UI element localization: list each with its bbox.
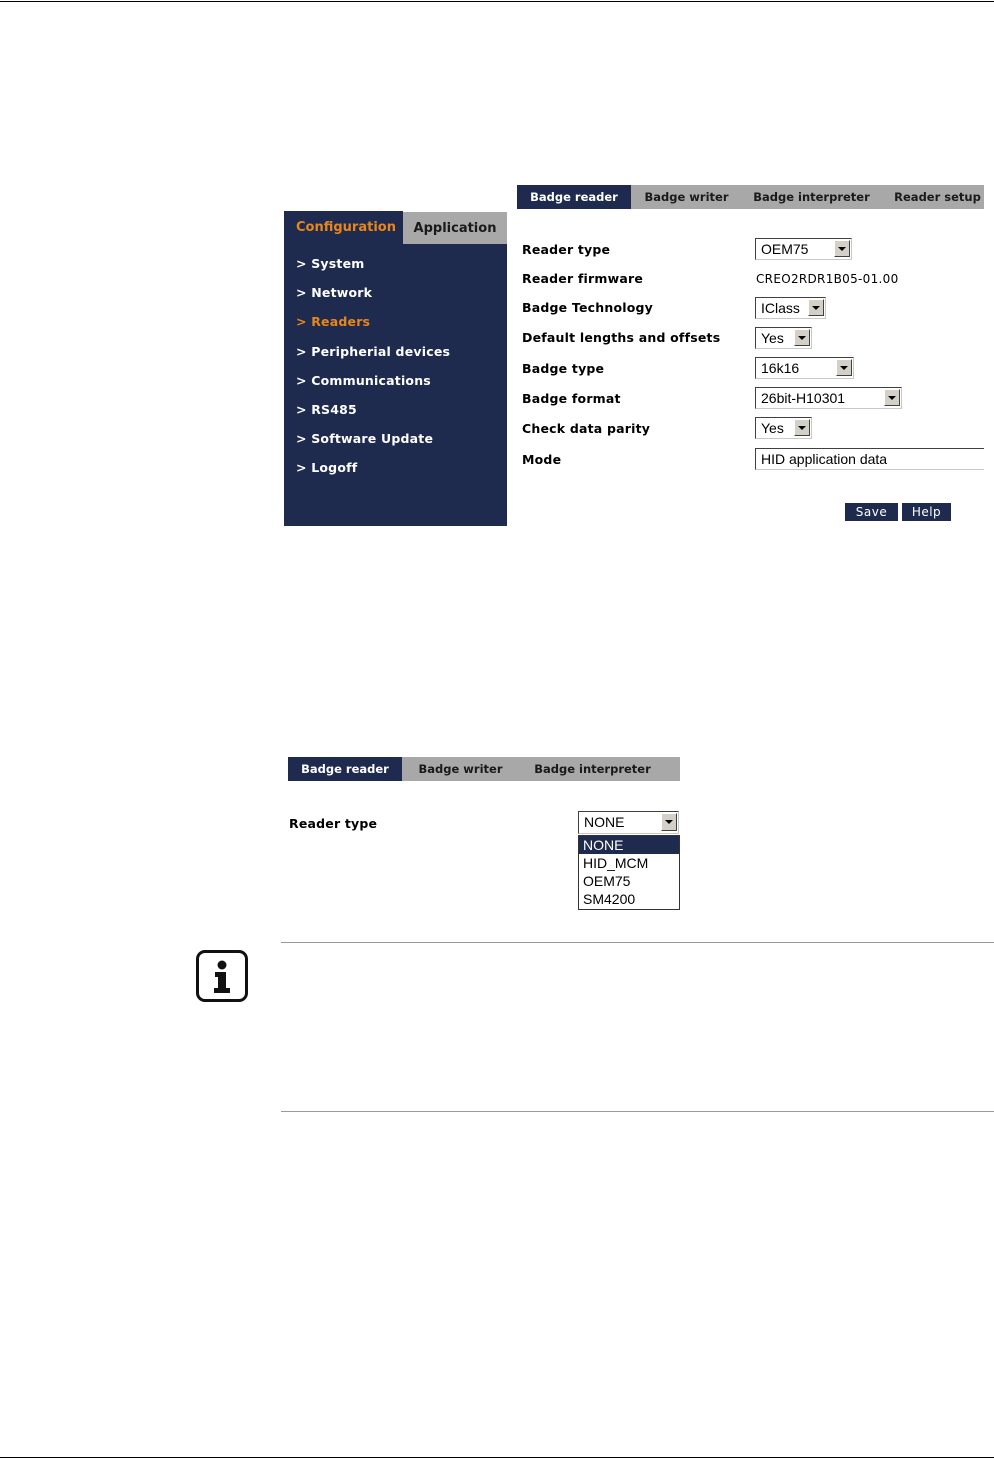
nav-menu xyxy=(296,256,450,490)
nav-item-software-update[interactable]: > Software Update xyxy=(296,431,434,447)
tab-badge-interpreter[interactable]: Badge interpreter xyxy=(753,190,870,204)
reader-type-label: Reader type xyxy=(289,816,378,831)
nav-item-network[interactable]: > Network xyxy=(296,285,373,301)
default-lengths-label: Default lengths and offsets xyxy=(522,330,721,345)
reader-type-dropdown-list xyxy=(578,835,680,910)
help-button[interactable]: Help xyxy=(902,503,951,521)
badge-format-label: Badge format xyxy=(522,391,621,406)
reader-tab-bar xyxy=(517,185,984,209)
option-sm4200[interactable]: SM4200 xyxy=(583,891,636,907)
badge-technology-select[interactable] xyxy=(755,297,826,319)
chevron-down-icon xyxy=(808,299,824,316)
tab-application[interactable]: Application xyxy=(403,211,507,244)
check-parity-value: Yes xyxy=(761,420,784,436)
reader-type-value: NONE xyxy=(584,814,625,830)
tab-badge-writer[interactable]: Badge writer xyxy=(418,762,503,776)
reader-type-select[interactable] xyxy=(755,238,852,260)
info-box-bottom-rule xyxy=(281,1111,994,1112)
nav-item-system[interactable]: > System xyxy=(296,256,365,271)
nav-item-communications[interactable]: > Communications xyxy=(296,372,431,388)
option-none[interactable]: NONE xyxy=(579,836,679,854)
info-box-top-rule xyxy=(281,942,994,943)
nav-item-peripherial-devices[interactable]: > Peripherial devices xyxy=(296,343,451,359)
badge-type-value: 16k16 xyxy=(761,360,800,376)
tab-badge-interpreter[interactable]: Badge interpreter xyxy=(534,762,651,776)
check-parity-label: Check data parity xyxy=(522,421,651,436)
badge-type-label: Badge type xyxy=(522,361,605,376)
nav-item-readers[interactable]: > Readers xyxy=(296,314,371,330)
badge-format-value: 26bit-H10301 xyxy=(761,390,846,406)
chevron-down-icon xyxy=(661,813,677,831)
chevron-down-icon xyxy=(794,329,810,346)
badge-technology-label: Badge Technology xyxy=(522,300,653,315)
reader-firmware-label: Reader firmware xyxy=(522,271,644,286)
reader-type-select[interactable] xyxy=(578,811,679,834)
chevron-down-icon xyxy=(836,359,852,376)
default-lengths-select[interactable] xyxy=(755,327,812,349)
chevron-down-icon xyxy=(794,419,810,436)
bottom-rule xyxy=(0,1457,994,1458)
top-rule xyxy=(0,1,994,2)
save-button[interactable]: Save xyxy=(845,503,898,521)
tab-configuration[interactable]: Configuration xyxy=(296,220,396,235)
check-parity-select[interactable] xyxy=(755,417,812,439)
badge-technology-value: IClass xyxy=(761,300,800,316)
badge-format-select[interactable] xyxy=(755,387,902,409)
reader-firmware-value: CREO2RDR1B05-01.00 xyxy=(756,272,899,286)
mode-label: Mode xyxy=(522,452,562,467)
reader-type-label: Reader type xyxy=(522,242,611,257)
option-hid-mcm[interactable]: HID_MCM xyxy=(583,855,649,871)
option-oem75[interactable]: OEM75 xyxy=(583,873,631,889)
chevron-down-icon xyxy=(834,240,850,257)
navigation-panel xyxy=(284,211,507,526)
badge-type-select[interactable] xyxy=(755,357,854,379)
tab-badge-writer[interactable]: Badge writer xyxy=(644,190,729,204)
info-icon-glyph xyxy=(199,953,245,999)
nav-item-logoff[interactable]: > Logoff xyxy=(296,460,358,476)
default-lengths-value: Yes xyxy=(761,330,784,346)
reader-type-value: OEM75 xyxy=(761,241,809,257)
chevron-down-icon xyxy=(884,389,900,406)
info-icon xyxy=(196,950,248,1002)
nav-item-rs485[interactable]: > RS485 xyxy=(296,401,357,417)
tab-reader-setup[interactable]: Reader setup xyxy=(894,190,981,204)
reader-tab-bar-2 xyxy=(288,757,680,781)
tab-badge-reader[interactable]: Badge reader xyxy=(517,185,631,209)
tab-badge-reader[interactable]: Badge reader xyxy=(288,757,402,781)
mode-field[interactable]: HID application data xyxy=(755,448,984,470)
